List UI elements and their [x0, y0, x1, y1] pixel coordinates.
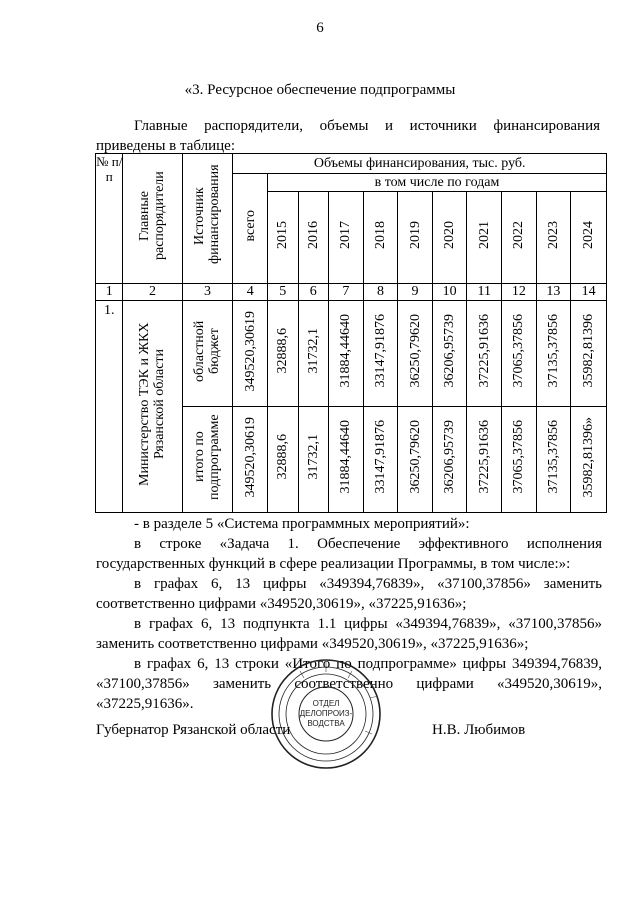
colnum: 10 — [432, 284, 467, 301]
value-cell: 36206,95739 — [432, 407, 467, 513]
row-number: 1. — [96, 301, 123, 513]
value-cell: 31884,44640 — [329, 301, 364, 407]
header-distributors: Главные распорядители — [123, 154, 182, 284]
value-cell: 37135,37856 — [536, 301, 571, 407]
value-cell: 36250,79620 — [398, 407, 433, 513]
signature-name: Н.В. Любимов — [432, 722, 526, 738]
value-cell: 31732,1 — [298, 301, 329, 407]
header-total: всего — [233, 174, 268, 284]
line-total-c: «37225,91636». — [96, 696, 194, 712]
colnum: 9 — [398, 284, 433, 301]
value-cell: 31732,1 — [298, 407, 329, 513]
year-2020: 2020 — [432, 192, 467, 284]
source-cell: итого по подпрограмме — [182, 407, 233, 513]
header-volumes: Объемы финансирования, тыс. руб. — [233, 154, 607, 174]
financing-table — [95, 153, 607, 513]
line-total-b: «37100,37856» заменить соответственно цифрами «349520,30619», — [96, 676, 602, 692]
header-by-years: в том числе по годам — [267, 174, 606, 192]
value-cell: 32888,6 — [267, 301, 298, 407]
svg-text:ДЕЛОПРОИЗ-: ДЕЛОПРОИЗ- — [299, 709, 353, 718]
year-2021: 2021 — [467, 192, 502, 284]
value-cell: 37135,37856 — [536, 407, 571, 513]
svg-text:ОТДЕЛ: ОТДЕЛ — [312, 699, 340, 708]
year-2019: 2019 — [398, 192, 433, 284]
colnum: 12 — [502, 284, 537, 301]
section-heading: «3. Ресурсное обеспечение подпрограммы — [184, 82, 456, 98]
value-cell: 349520,30619 — [233, 407, 268, 513]
year-2024: 2024 — [571, 192, 607, 284]
value-cell: 32888,6 — [267, 407, 298, 513]
svg-text:ВОДСТВА: ВОДСТВА — [307, 719, 345, 728]
line-section5: - в разделе 5 «Система программных мероприятий»: — [134, 516, 470, 532]
line-subitem-a: в графах 6, 13 подпункта 1.1 цифры «349394,76839», «37100,37856» — [134, 616, 602, 632]
year-2022: 2022 — [502, 192, 537, 284]
colnum: 1 — [96, 284, 123, 301]
colnum: 7 — [329, 284, 364, 301]
year-2018: 2018 — [363, 192, 398, 284]
colnum: 14 — [571, 284, 607, 301]
colnum: 3 — [182, 284, 233, 301]
page-number: 6 — [316, 20, 324, 36]
intro-paragraph — [96, 116, 600, 156]
value-cell: 349520,30619 — [233, 301, 268, 407]
colnum: 8 — [363, 284, 398, 301]
value-cell: 37065,37856 — [502, 301, 537, 407]
line-task1-b: государственных функций в сфере реализации Программы, в том числе:»: — [96, 556, 571, 572]
line-task1-a: в строке «Задача 1. Обеспечение эффективного исполнения — [134, 536, 602, 552]
colnum: 5 — [267, 284, 298, 301]
header-source: Источник финансирования — [182, 154, 233, 284]
intro-line-2: приведены в таблице: — [96, 138, 236, 154]
office-stamp — [270, 658, 382, 770]
value-cell: 37225,91636 — [467, 407, 502, 513]
column-numbers-row — [96, 284, 607, 301]
line-graphs-a: в графах 6, 13 цифры «349394,76839», «37100,37856» заменить — [134, 576, 602, 592]
signature-title: Губернатор Рязанской области — [96, 722, 291, 738]
year-2015: 2015 — [267, 192, 298, 284]
value-cell: 37225,91636 — [467, 301, 502, 407]
colnum: 6 — [298, 284, 329, 301]
table-row-regional-budget — [96, 301, 607, 407]
distributor-cell: Министерство ТЭК и ЖКХ Рязанской области — [123, 301, 182, 513]
line-total-a: в графах 6, 13 строки «Итого по подпрограмме» цифры 349394,76839, — [134, 656, 602, 672]
colnum: 13 — [536, 284, 571, 301]
value-cell: 31884,44640 — [329, 407, 364, 513]
year-2016: 2016 — [298, 192, 329, 284]
value-cell: 35982,81396» — [571, 407, 607, 513]
value-cell: 37065,37856 — [502, 407, 537, 513]
value-cell: 36250,79620 — [398, 301, 433, 407]
source-cell: областной бюджет — [182, 301, 233, 407]
value-cell: 36206,95739 — [432, 301, 467, 407]
header-number: № п/п — [96, 154, 123, 284]
colnum: 4 — [233, 284, 268, 301]
year-2017: 2017 — [329, 192, 364, 284]
line-subitem-b: заменить соответственно цифрами «349520,30619», «37225,91636»; — [96, 636, 529, 652]
year-2023: 2023 — [536, 192, 571, 284]
line-graphs-b: соответственно цифрами «349520,30619», «37225,91636»; — [96, 596, 467, 612]
value-cell: 35982,81396 — [571, 301, 607, 407]
value-cell: 33147,91876 — [363, 301, 398, 407]
value-cell: 33147,91876 — [363, 407, 398, 513]
colnum: 11 — [467, 284, 502, 301]
intro-line-1: Главные распорядители, объемы и источники финансирования — [134, 118, 600, 134]
colnum: 2 — [123, 284, 182, 301]
